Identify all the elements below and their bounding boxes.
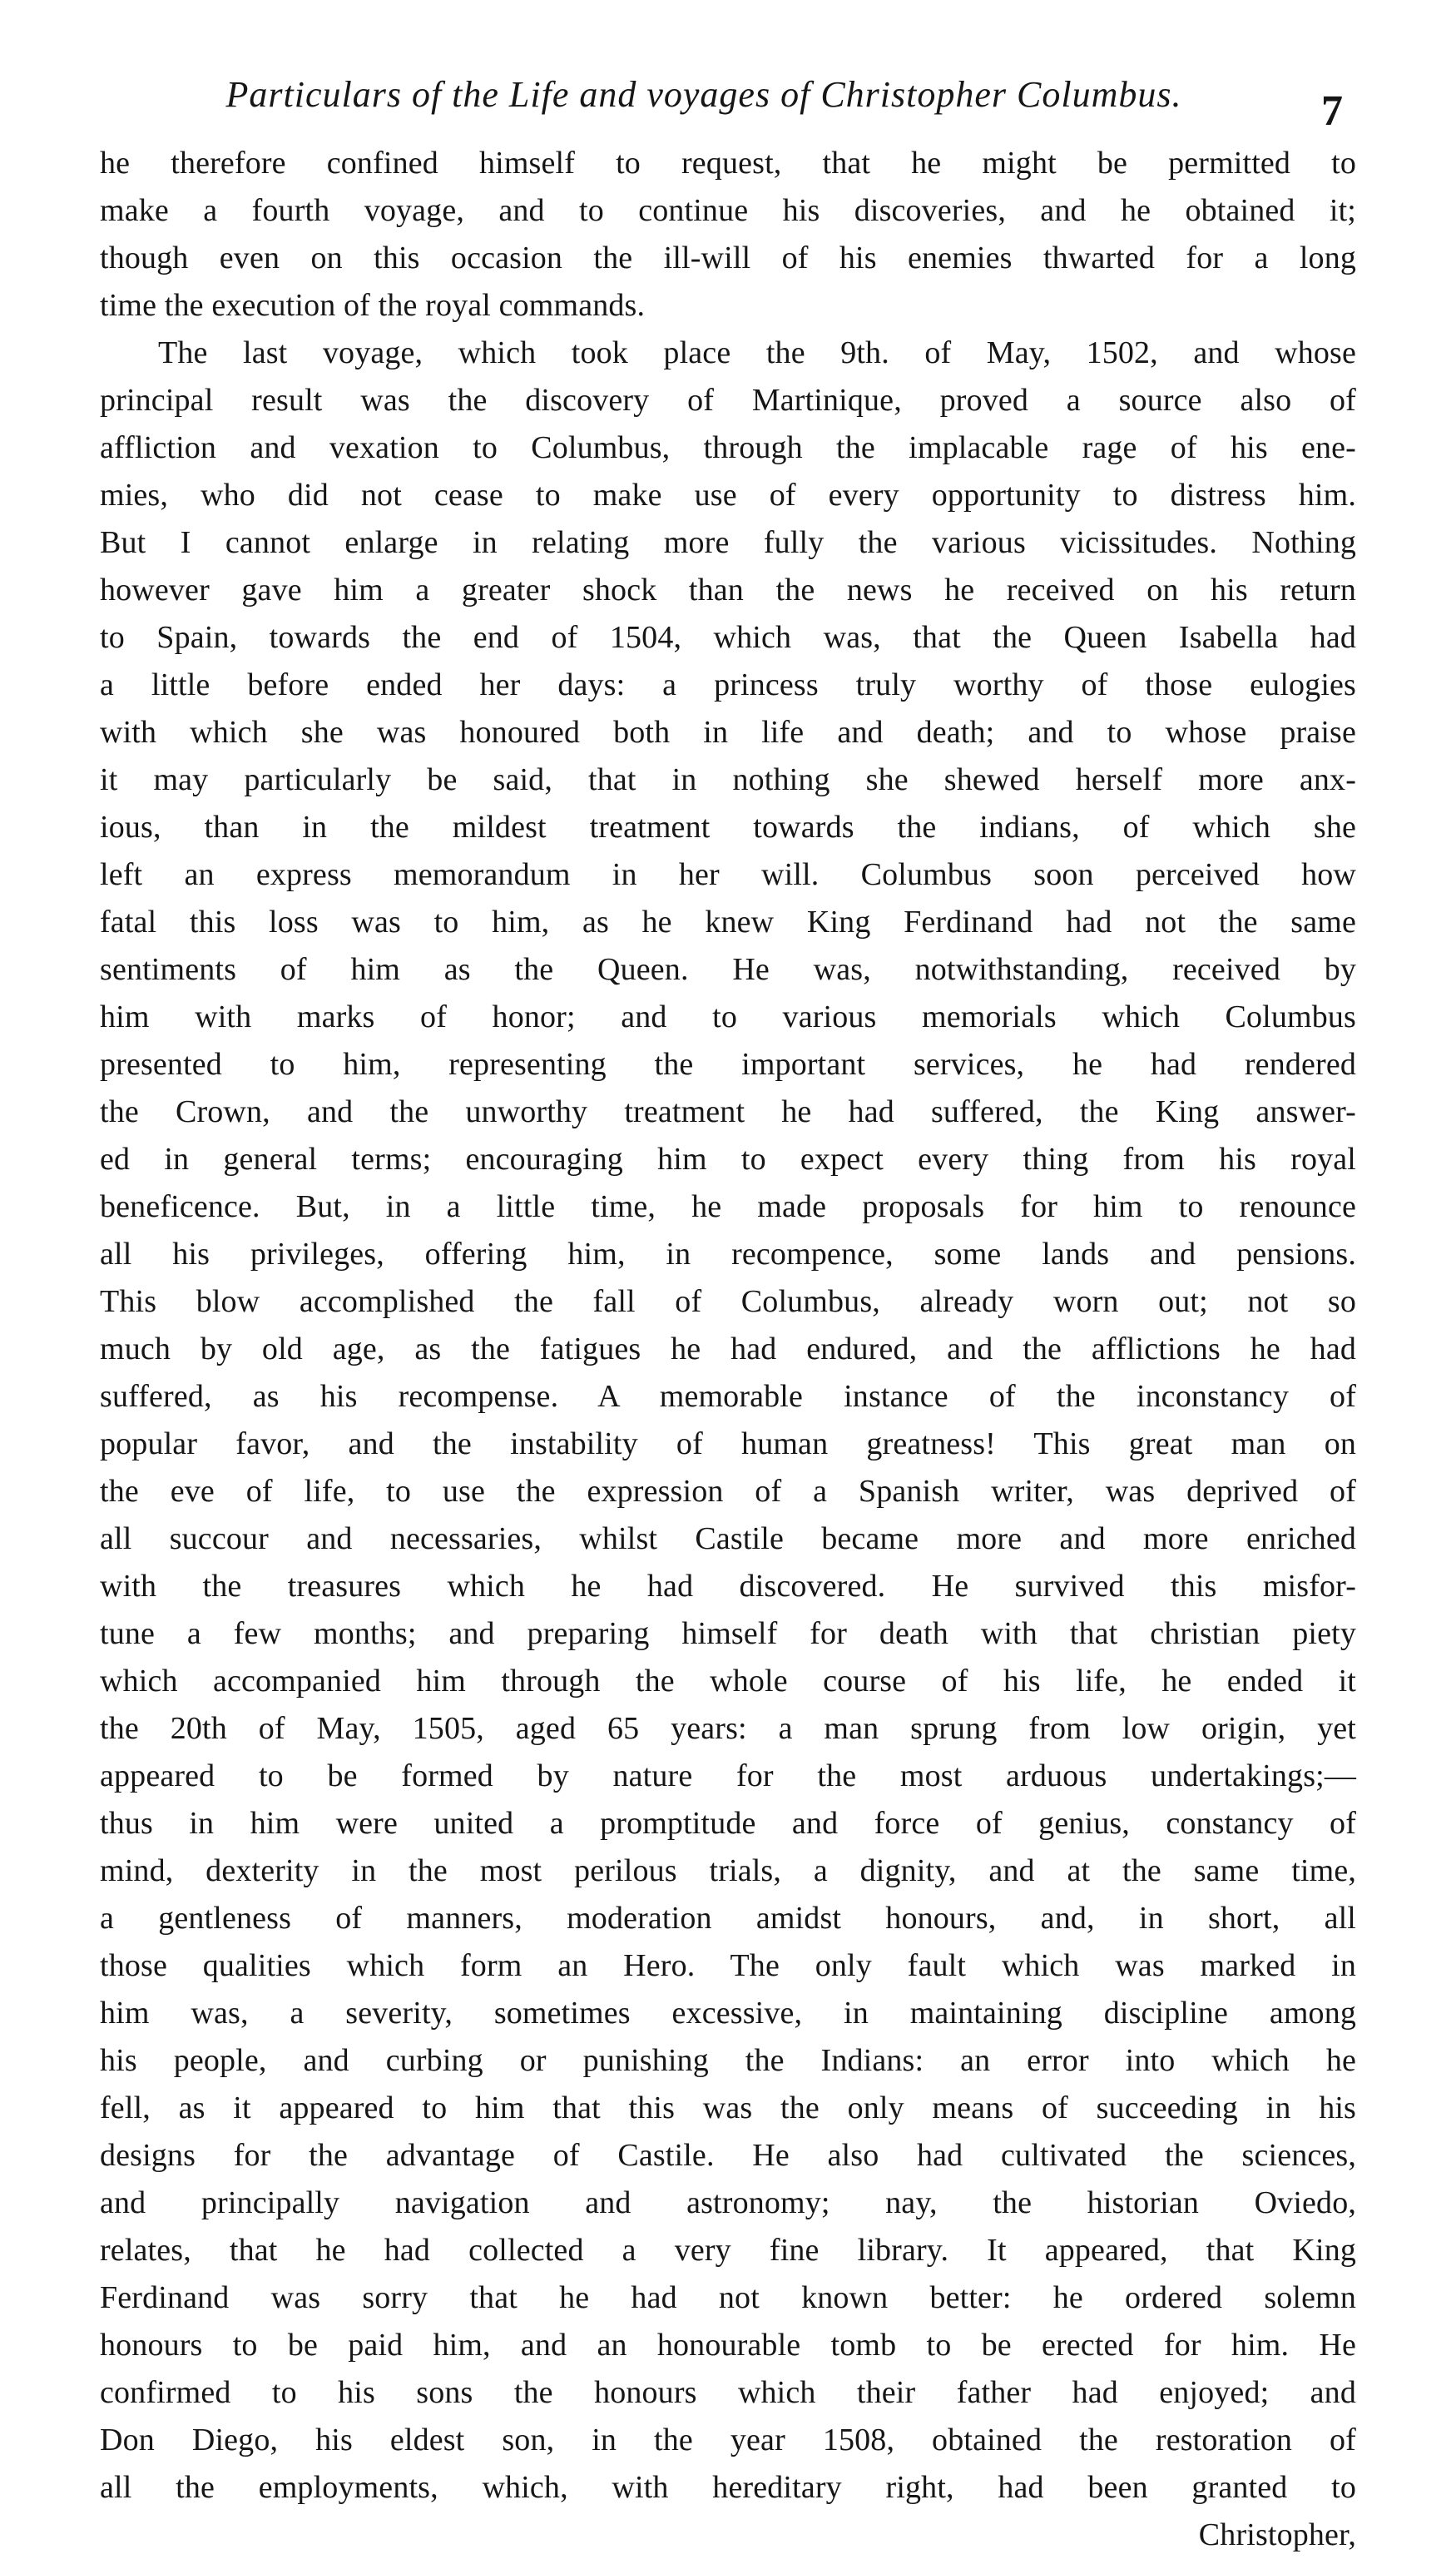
text-line: him was, a severity, sometimes excessive, in maintaining discipline among xyxy=(100,1996,1356,2031)
text-line: designs for the advantage of Castile. He also had cultivated the sciences, xyxy=(100,2138,1356,2173)
text-line: it may particularly be said, that in nothing she shewed herself more anx- xyxy=(100,762,1356,797)
body-text xyxy=(100,140,1356,2559)
text-line: fell, as it appeared to him that this was the only means of succeeding in his xyxy=(100,2090,1356,2125)
text-line: sentiments of him as the Queen. He was, notwithstanding, received by xyxy=(100,952,1356,987)
text-line: left an express memorandum in her will. Columbus soon perceived how xyxy=(100,857,1356,892)
text-line: all succour and necessaries, whilst Castile became more and more enriched xyxy=(100,1521,1356,1556)
text-line: make a fourth voyage, and to continue his discoveries, and he obtained it; xyxy=(100,193,1356,228)
text-line: which accompanied him through the whole course of his life, he ended it xyxy=(100,1664,1356,1699)
text-line: the 20th of May, 1505, aged 65 years: a man sprung from low origin, yet xyxy=(100,1711,1356,1746)
page-number: 7 xyxy=(1321,87,1343,135)
text-line: him with marks of honor; and to various memorials which Columbus xyxy=(100,999,1356,1034)
text-line: ed in general terms; encouraging him to expect every thing from his royal xyxy=(100,1142,1356,1177)
text-line: time the execution of the royal commands. xyxy=(100,288,646,323)
text-line: fatal this loss was to him, as he knew King Ferdinand had not the same xyxy=(100,905,1356,940)
text-line: ious, than in the mildest treatment towards the indians, of which she xyxy=(100,810,1356,845)
text-line: honours to be paid him, and an honourable tomb to be erected for him. He xyxy=(100,2328,1356,2363)
text-line: mies, who did not cease to make use of every opportunity to distress him. xyxy=(100,478,1356,513)
text-line: This blow accomplished the fall of Columbus, already worn out; not so xyxy=(100,1284,1356,1319)
text-line: relates, that he had collected a very fine library. It appeared, that King xyxy=(100,2233,1356,2268)
text-line: his people, and curbing or punishing the Indians: an error into which he xyxy=(100,2043,1356,2078)
text-line: with the treasures which he had discovered. He survived this misfor- xyxy=(100,1569,1356,1604)
text-line: popular favor, and the instability of human greatness! This great man on xyxy=(100,1426,1356,1461)
text-line: suffered, as his recompense. A memorable instance of the inconstancy of xyxy=(100,1379,1356,1414)
catchword: Christopher, xyxy=(1198,2517,1356,2552)
text-line: all his privileges, offering him, in recompence, some lands and pensions. xyxy=(100,1237,1356,1272)
text-line: beneficence. But, in a little time, he made proposals for him to renounce xyxy=(100,1189,1356,1224)
text-line: much by old age, as the fatigues he had endured, and the afflictions he had xyxy=(100,1332,1356,1366)
text-line: all the employments, which, with hereditary right, had been granted to xyxy=(100,2470,1356,2505)
text-line: But I cannot enlarge in relating more fully the various vicissitudes. Nothing xyxy=(100,525,1356,560)
text-line: a gentleness of manners, moderation amidst honours, and, in short, all xyxy=(100,1901,1356,1936)
text-line: principal result was the discovery of Martinique, proved a source also of xyxy=(100,383,1356,418)
text-line: confirmed to his sons the honours which their father had enjoyed; and xyxy=(100,2375,1356,2410)
text-line: to Spain, towards the end of 1504, which was, that the Queen Isabella had xyxy=(100,620,1356,655)
text-line: the Crown, and the unworthy treatment he had suffered, the King answer- xyxy=(100,1094,1356,1129)
text-line: the eve of life, to use the expression of a Spanish writer, was deprived of xyxy=(100,1474,1356,1509)
text-line: mind, dexterity in the most perilous trials, a dignity, and at the same time, xyxy=(100,1853,1356,1888)
text-line: tune a few months; and preparing himself for death with that christian piety xyxy=(100,1616,1356,1651)
running-head: Particulars of the Life and voyages of Christopher Columbus. xyxy=(225,74,1182,115)
text-line: appeared to be formed by nature for the most arduous undertakings;— xyxy=(100,1758,1356,1793)
paragraph-start-line: The last voyage, which took place the 9th. of May, 1502, and whose xyxy=(158,335,1356,370)
text-line: presented to him, representing the important services, he had rendered xyxy=(100,1047,1356,1082)
text-line: he therefore confined himself to request, that he might be permitted to xyxy=(100,146,1356,181)
text-line: Don Diego, his eldest son, in the year 1508, obtained the restoration of xyxy=(100,2423,1356,2457)
text-line: Ferdinand was sorry that he had not known better: he ordered solemn xyxy=(100,2280,1356,2315)
text-line: those qualities which form an Hero. The only fault which was marked in xyxy=(100,1948,1356,1983)
text-line: a little before ended her days: a princess truly worthy of those eulogies xyxy=(100,667,1356,702)
text-line: and principally navigation and astronomy; nay, the historian Oviedo, xyxy=(100,2185,1356,2220)
text-line: though even on this occasion the ill-will of his enemies thwarted for a long xyxy=(100,241,1356,275)
text-line: however gave him a greater shock than the news he received on his return xyxy=(100,573,1356,608)
text-line: affliction and vexation to Columbus, through the implacable rage of his ene- xyxy=(100,430,1356,465)
text-line: with which she was honoured both in life and death; and to whose praise xyxy=(100,715,1356,750)
text-line: thus in him were united a promptitude and force of genius, constancy of xyxy=(100,1806,1356,1841)
